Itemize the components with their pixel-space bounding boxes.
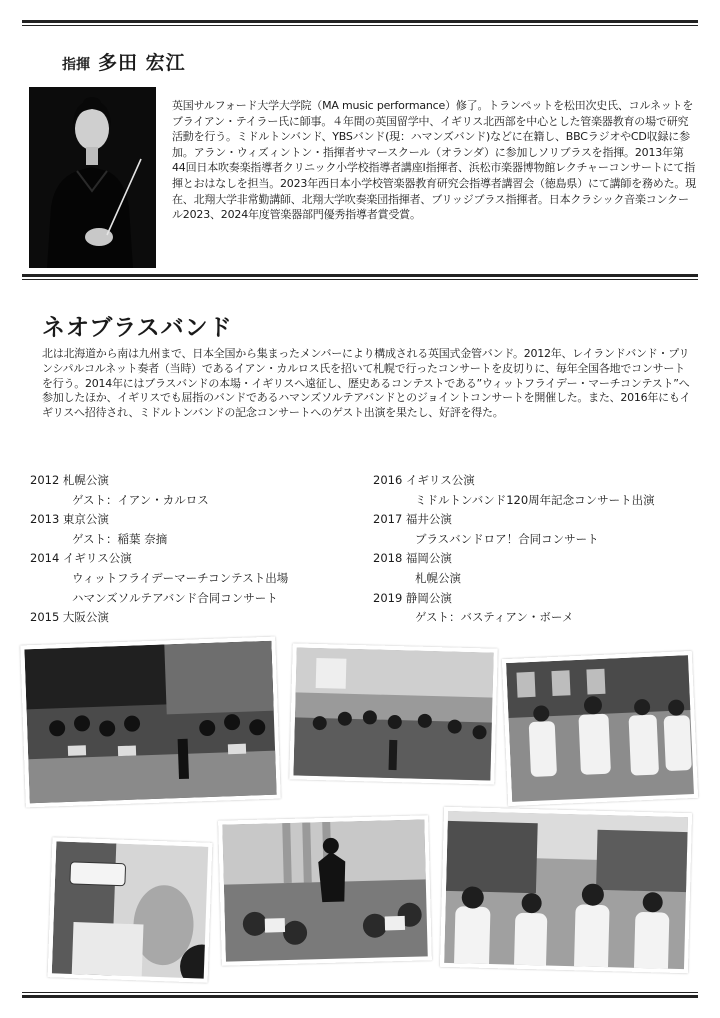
conductor-role: 指揮: [62, 57, 90, 73]
conductor-name: 多田 宏江: [98, 52, 186, 74]
history-left-column: [30, 471, 360, 628]
history-year: 2018 福岡公演: [373, 551, 452, 566]
photo-conductor-performance: [218, 815, 432, 965]
bottom-rule: [22, 992, 698, 998]
history-right-column: [373, 471, 713, 628]
photo-whit-friday-crowd: [440, 807, 692, 973]
photo-street-march: [502, 651, 698, 806]
band-description: 北は北海道から南は九州まで、日本全国から集まったメンバーにより構成される英国式金管バンド。2012年、レイランドバンド・プリンシパルコルネット奏者（当時）であるイアン・カルロス氏を招いて札幌で行ったコンサートを皮切りに、毎年全国各地でコンサートを行う。2014年にはブラスバンドの本場・イギリスへ遠征し、歴史あるコンテストである”ウィットフライデー・マーチコンテスト”へ参加したほか、イギリスでも屈指のバンドであるハマンズソルテアバンドとのジョイントコンサートを開催した。また、2016年にもイギリスへ招待され、ミドルトンバンドの記念コンサートへのゲスト出演を果たし、好評を得た。: [42, 347, 691, 420]
history-detail: ゲスト：イアン・カルロス: [72, 492, 209, 507]
band-title: ネオブラスバンド: [42, 315, 233, 341]
photo-hall-concert: [289, 643, 497, 784]
history-detail: ハマンズソルテアバンド合同コンサート: [72, 590, 278, 605]
history-year: 2013 東京公演: [30, 512, 109, 527]
photo-badge-street: [48, 837, 213, 982]
history-detail: ブラスバンドロア！合同コンサート: [415, 531, 599, 546]
photo-stage-concert: [20, 637, 280, 808]
history-detail: 札幌公演: [415, 570, 461, 585]
history-year: 2014 イギリス公演: [30, 551, 132, 566]
top-rule: [22, 20, 698, 26]
conductor-heading: [62, 48, 186, 75]
history-year: 2015 大阪公演: [30, 610, 109, 625]
history-year: 2017 福井公演: [373, 512, 452, 527]
history-year: 2016 イギリス公演: [373, 473, 475, 487]
history-detail: ミドルトンバンド120周年記念コンサート出演: [415, 492, 655, 507]
history-detail: ウィットフライデーマーチコンテスト出場: [72, 570, 289, 585]
conductor-bio: 英国サルフォード大学大学院（MA music performance）修了。トランペットを松田次史氏、コルネットをブライアン・テイラー氏に師事。４年間の英国留学中、イギリス北西部を中心とした管楽器教育の場で研究活動を行う。ミドルトンバンド、YBSバンド(現：ハマンズバンド)などに在籍し、BBCラジオやCD収録に参加。アラン・ウィズィントン・指揮者サマースクール（オランダ）に参加しソリブラスを指揮。2013年第44回日本吹奏楽指導者クリニック小学校指導者講座I指揮者、浜松市楽器博物館レクチャーコンサートにて指揮とおはなしを担当。2023年西日本小学校管楽器教育研究会指導者講習会（徳島県）にて講師を務めた。現在、北翔大学非常勤講師、北翔大学吹奏楽団指揮者、ブリッジブラス指揮者。日本クラシック音楽コンクール2023、2024年度管楽器部門優秀指導者賞受賞。: [172, 99, 696, 222]
history-detail: ゲスト：バスティアン・ボーメ: [415, 610, 574, 625]
section-rule: [22, 274, 698, 280]
history-year: 2012 札幌公演: [30, 473, 109, 487]
history-detail: ゲスト：稲葉 奈摘: [72, 531, 168, 546]
conductor-portrait: [29, 87, 156, 268]
history-year: 2019 静岡公演: [373, 590, 452, 605]
